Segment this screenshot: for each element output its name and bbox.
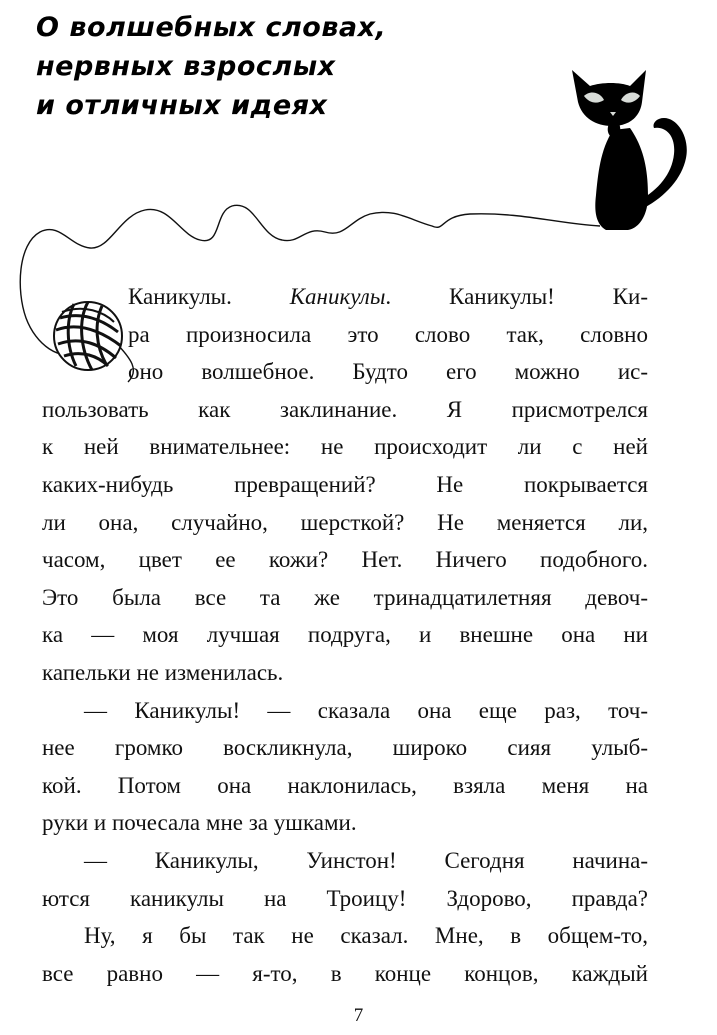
- text-line: ра произносила это слово так, словно: [128, 321, 648, 347]
- text-line: кой. Потом она наклонилась, взяла меня на: [42, 772, 648, 798]
- cat-icon: [572, 70, 687, 230]
- chapter-title-line: О волшебных словах,: [36, 12, 387, 43]
- chapter-text: [42, 278, 648, 992]
- chapter-title: [36, 8, 556, 125]
- text-line: оно волшебное. Будто его можно ис-: [128, 359, 648, 385]
- text-line: ются каникулы на Троицу! Здорово, правда?: [42, 885, 648, 911]
- text-line: — Каникулы, Уинстон! Сегодня начина-: [84, 847, 648, 873]
- text-line: ли она, случайно, шерсткой? Не меняется ли,: [42, 509, 648, 535]
- chapter-title-line: и отличных идеях: [36, 90, 328, 121]
- text-line: все равно — я-то, в конце концов, каждый: [42, 960, 648, 986]
- text-line: — Каникулы! — сказала она еще раз, точ-: [84, 697, 648, 723]
- text-line: Каникулы. Каникулы. Каникулы! Ки-: [128, 284, 648, 309]
- page-number: 7: [353, 1005, 364, 1026]
- text-line: руки и почесала мне за ушками.: [42, 810, 357, 836]
- text-line: к ней внимательнее: не происходит ли с ней: [42, 434, 648, 460]
- text-line: часом, цвет ее кожи? Нет. Ничего подобного.: [42, 547, 648, 573]
- text-line: Ну, я бы так не сказал. Мне, в общем-то,: [84, 923, 648, 949]
- text-line: капельки не изменилась.: [42, 659, 284, 685]
- text-line: нее громко воскликнула, широко сияя улыб-: [42, 735, 648, 761]
- text-line: пользовать как заклинание. Я присмотрелся: [42, 396, 648, 422]
- text-line: каких-нибудь превращений? Не покрывается: [42, 471, 648, 497]
- text-line: Это была все та же тринадцатилетняя девоч-: [42, 584, 648, 610]
- text-line: ка — моя лучшая подруга, и внешне она ни: [42, 622, 648, 648]
- chapter-title-line: нервных взрослых: [36, 51, 336, 82]
